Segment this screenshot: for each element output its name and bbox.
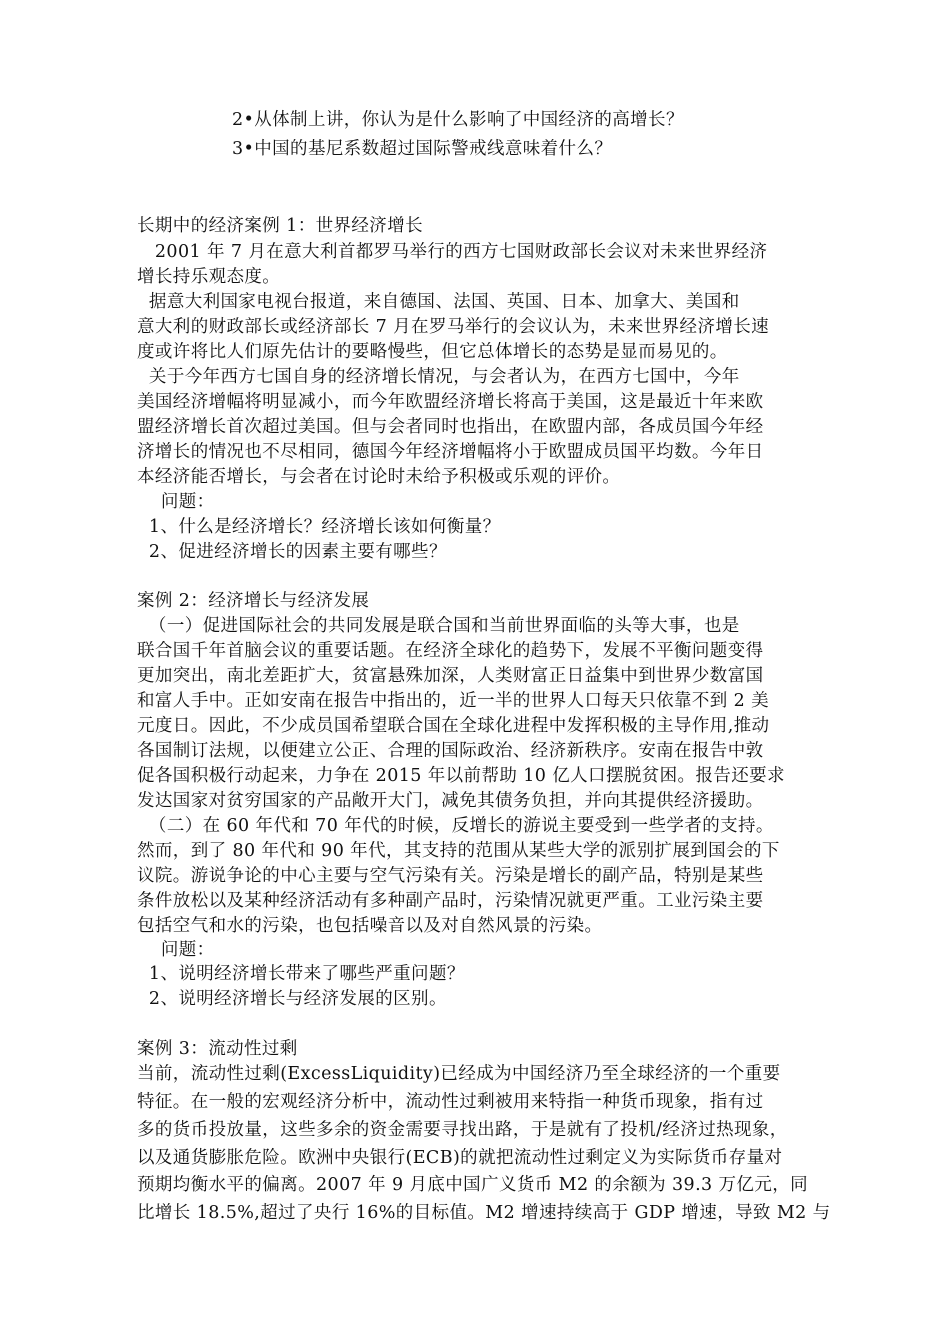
case2-line: 议院。游说争论的中心主要与空气污染有关。污染是增长的副产品，特别是某些	[137, 866, 764, 886]
case2-line: 和富人手中。正如安南在报告中指出的，近一半的世界人口每天只依靠不到 2 美	[137, 691, 770, 711]
case3-title: 案例 3：流动性过剩	[137, 1039, 298, 1059]
case3-line: 比增长 18.5%,超过了央行 16%的目标值。M2 增速持续高于 GDP 增速，导致 M2 与	[137, 1203, 831, 1223]
question-2: 2•从体制上讲，你认为是什么影响了中国经济的高增长？	[232, 110, 684, 130]
case1-title: 长期中的经济案例 1：世界经济增长	[137, 216, 423, 236]
case1-question: 2、促进经济增长的因素主要有哪些？	[137, 542, 447, 562]
case2-line: 包括空气和水的污染，也包括噪音以及对自然风景的污染。	[137, 916, 603, 936]
case2-line: 发达国家对贫穷国家的产品敞开大门，减免其债务负担，并向其提供经济援助。	[137, 791, 764, 811]
case3-line: 特征。在一般的宏观经济分析中，流动性过剩被用来特指一种货币现象，指有过	[137, 1092, 764, 1112]
case3-line: 多的货币投放量，这些多余的资金需要寻找出路，于是就有了投机/经济过热现象，	[137, 1120, 788, 1140]
case1-line: 济增长的情况也不尽相同，德国今年经济增幅将小于欧盟成员国平均数。今年日	[137, 442, 764, 462]
case1-line: 美国经济增幅将明显减小，而今年欧盟经济增长将高于美国，这是最近十年来欧	[137, 392, 764, 412]
case3-line: 以及通货膨胀危险。欧洲中央银行(ECB)的就把流动性过剩定义为实际货币存量对	[137, 1148, 783, 1168]
case1-questions-label: 问题：	[137, 492, 215, 512]
case2-line: 然而，到了 80 年代和 90 年代，其支持的范围从某些大学的派别扩展到国会的下	[137, 841, 780, 861]
case2-line: 条件放松以及某种经济活动有多种副产品时，污染情况就更严重。工业污染主要	[137, 891, 764, 911]
case2-line: （一）促进国际社会的共同发展是联合国和当前世界面临的头等大事，也是	[137, 616, 740, 636]
case1-line: 盟经济增长首次超过美国。但与会者同时也指出，在欧盟内部，各成员国今年经	[137, 417, 764, 437]
case1-line: 据意大利国家电视台报道，来自德国、法国、英国、日本、加拿大、美国和	[137, 292, 740, 312]
case1-line: 2001 年 7 月在意大利首都罗马举行的西方七国财政部长会议对未来世界经济	[137, 242, 768, 262]
case1-line: 意大利的财政部长或经济部长 7 月在罗马举行的会议认为，未来世界经济增长速	[137, 317, 770, 337]
case2-line: 更加突出，南北差距扩大，贫富悬殊加深，人类财富正日益集中到世界少数富国	[137, 666, 764, 686]
case2-line: （二）在 60 年代和 70 年代的时候，反增长的游说主要受到一些学者的支持。	[137, 816, 774, 836]
case1-line: 增长持乐观态度。	[137, 267, 281, 287]
case1-line: 本经济能否增长，与会者在讨论时未给予积极或乐观的评价。	[137, 467, 621, 487]
case2-line: 联合国千年首脑会议的重要话题。在经济全球化的趋势下，发展不平衡问题变得	[137, 641, 764, 661]
case3-line: 当前，流动性过剩(ExcessLiquidity)已经成为中国经济乃至全球经济的一个重要	[137, 1064, 781, 1084]
case2-questions-label: 问题：	[137, 940, 215, 960]
case2-question: 2、说明经济增长与经济发展的区别。	[137, 989, 447, 1009]
question-3: 3•中国的基尼系数超过国际警戒线意味着什么？	[232, 139, 613, 159]
case2-title: 案例 2：经济增长与经济发展	[137, 591, 370, 611]
case1-question: 1、什么是经济增长？经济增长该如何衡量？	[137, 517, 501, 537]
case2-question: 1、说明经济增长带来了哪些严重问题？	[137, 964, 465, 984]
case3-line: 预期均衡水平的偏离。2007 年 9 月底中国广义货币 M2 的余额为 39.3 万亿元，同	[137, 1175, 809, 1195]
case2-line: 各国制订法规，以便建立公正、合理的国际政治、经济新秩序。安南在报告中敦	[137, 741, 764, 761]
case1-line: 关于今年西方七国自身的经济增长情况，与会者认为，在西方七国中，今年	[137, 367, 740, 387]
case2-line: 促各国积极行动起来，力争在 2015 年以前帮助 10 亿人口摆脱贫困。报告还要求	[137, 766, 785, 786]
case2-line: 元度日。因此，不少成员国希望联合国在全球化进程中发挥积极的主导作用,推动	[137, 716, 770, 736]
case1-line: 度或许将比人们原先估计的要略慢些，但它总体增长的态势是显而易见的。	[137, 342, 728, 362]
